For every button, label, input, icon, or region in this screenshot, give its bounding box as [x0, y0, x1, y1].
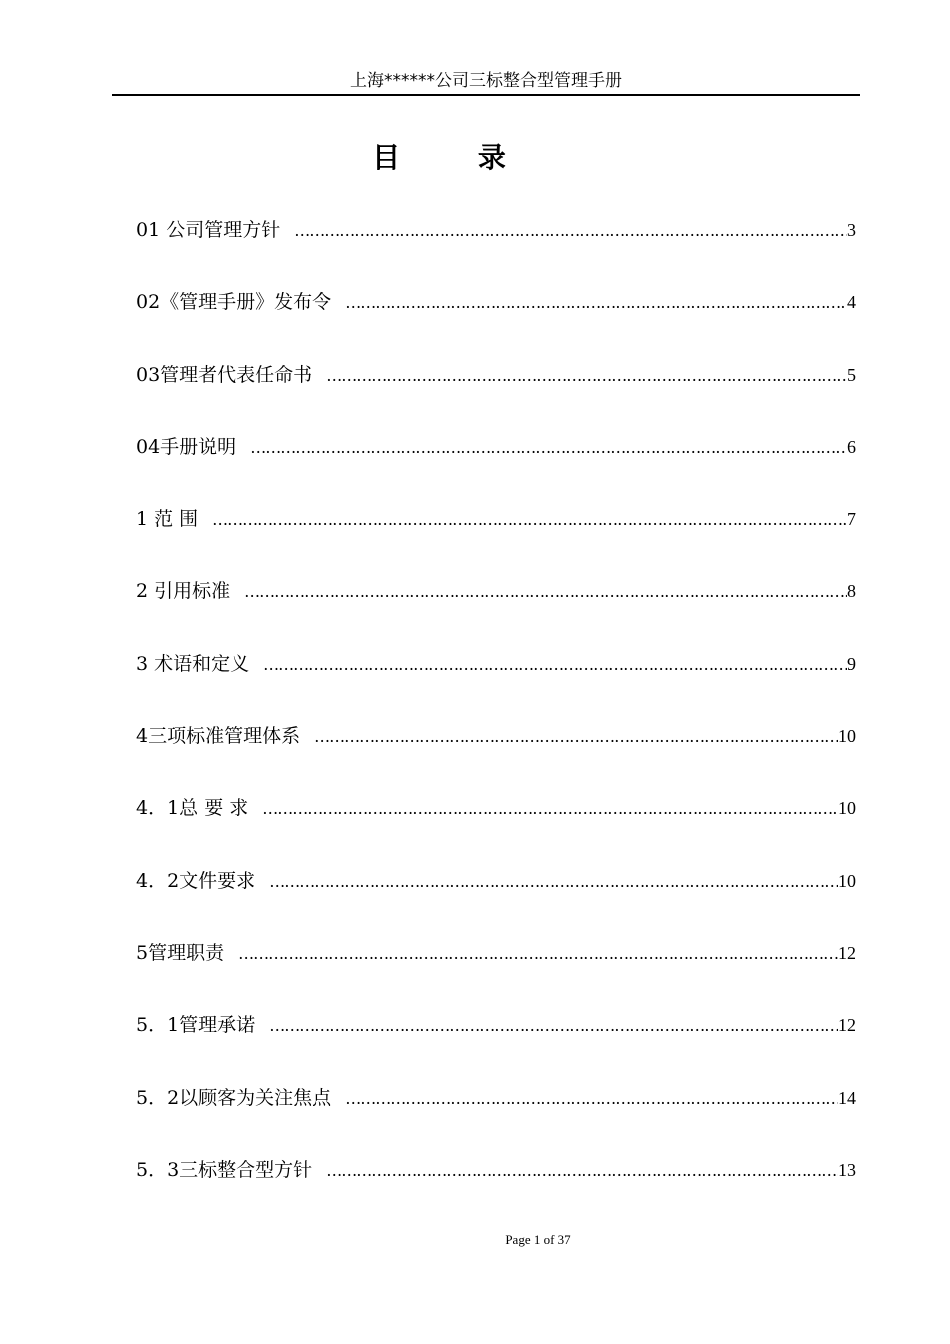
toc-entry-page: 13 [838, 1159, 856, 1180]
toc-entry-5-2[interactable] [136, 1078, 856, 1150]
toc-entry-page: 10 [838, 798, 856, 819]
page-indicator: Page 1 of 37 [505, 1232, 571, 1247]
toc-entry-label: 01 公司管理方针 [136, 219, 281, 241]
toc-entry-5-1[interactable] [136, 1005, 856, 1077]
toc-entry-page: 8 [847, 581, 856, 602]
dot-leader [262, 789, 838, 829]
dot-leader [250, 428, 847, 468]
toc-entry-label: 4．1总 要 求 [136, 797, 249, 820]
dot-leader [326, 1151, 838, 1191]
toc-entry-label: 5．3三标整合型方针 [136, 1158, 313, 1181]
toc-entry-04[interactable] [136, 427, 856, 499]
toc-entry-page: 9 [847, 653, 856, 674]
toc-entry-5-3[interactable] [136, 1150, 856, 1222]
toc-entry-page: 6 [847, 436, 856, 457]
page-header [112, 68, 860, 96]
toc-entry-page: 14 [838, 1087, 856, 1108]
toc-entry-03[interactable] [136, 355, 856, 427]
dot-leader [326, 356, 847, 396]
dot-leader [212, 500, 847, 540]
toc-entry-02[interactable] [136, 282, 856, 354]
toc-entry-5[interactable] [136, 933, 856, 1005]
toc-entry-label: 04手册说明 [136, 435, 237, 458]
dot-leader [269, 862, 838, 902]
toc-entry-page: 12 [838, 1015, 856, 1036]
toc-entry-1[interactable] [136, 499, 856, 571]
dot-leader [345, 1079, 838, 1119]
toc-title: 目 录 [372, 141, 540, 174]
toc-entry-label: 02《管理手册》发布令 [136, 291, 332, 314]
toc-list [136, 210, 856, 1222]
dot-leader [294, 211, 847, 251]
toc-entry-4-1[interactable] [136, 788, 856, 860]
toc-entry-label: 5．1管理承诺 [136, 1014, 256, 1037]
dot-leader [345, 283, 847, 323]
toc-entry-page: 3 [847, 220, 856, 240]
toc-entry-label: 5管理职责 [136, 941, 225, 964]
toc-entry-page: 10 [838, 870, 856, 891]
toc-entry-label: 1 范 围 [136, 508, 199, 531]
dot-leader [269, 1006, 838, 1046]
toc-entry-page: 7 [847, 509, 856, 530]
toc-entry-label: 5．2以顾客为关注焦点 [136, 1086, 332, 1109]
toc-entry-label: 4．2文件要求 [136, 869, 256, 892]
toc-entry-2[interactable] [136, 571, 856, 643]
toc-entry-label: 03管理者代表任命书 [136, 363, 313, 386]
toc-entry-page: 12 [838, 942, 856, 963]
toc-entry-01[interactable] [136, 210, 856, 282]
page-footer [0, 1230, 950, 1250]
toc-entry-4[interactable] [136, 716, 856, 788]
dot-leader [263, 645, 847, 685]
dot-leader [314, 717, 838, 757]
toc-entry-page: 10 [838, 726, 856, 747]
toc-entry-4-2[interactable] [136, 861, 856, 933]
toc-entry-label: 3 术语和定义 [136, 652, 250, 675]
dot-leader [238, 934, 838, 974]
toc-entry-page: 4 [847, 292, 856, 313]
toc-entry-label: 2 引用标准 [136, 580, 231, 603]
toc-entry-label: 4三项标准管理体系 [136, 725, 301, 748]
dot-leader [244, 572, 847, 612]
header-title: 上海******公司三标整合型管理手册 [350, 71, 622, 91]
toc-entry-page: 5 [847, 364, 856, 385]
toc-entry-3[interactable] [136, 644, 856, 716]
